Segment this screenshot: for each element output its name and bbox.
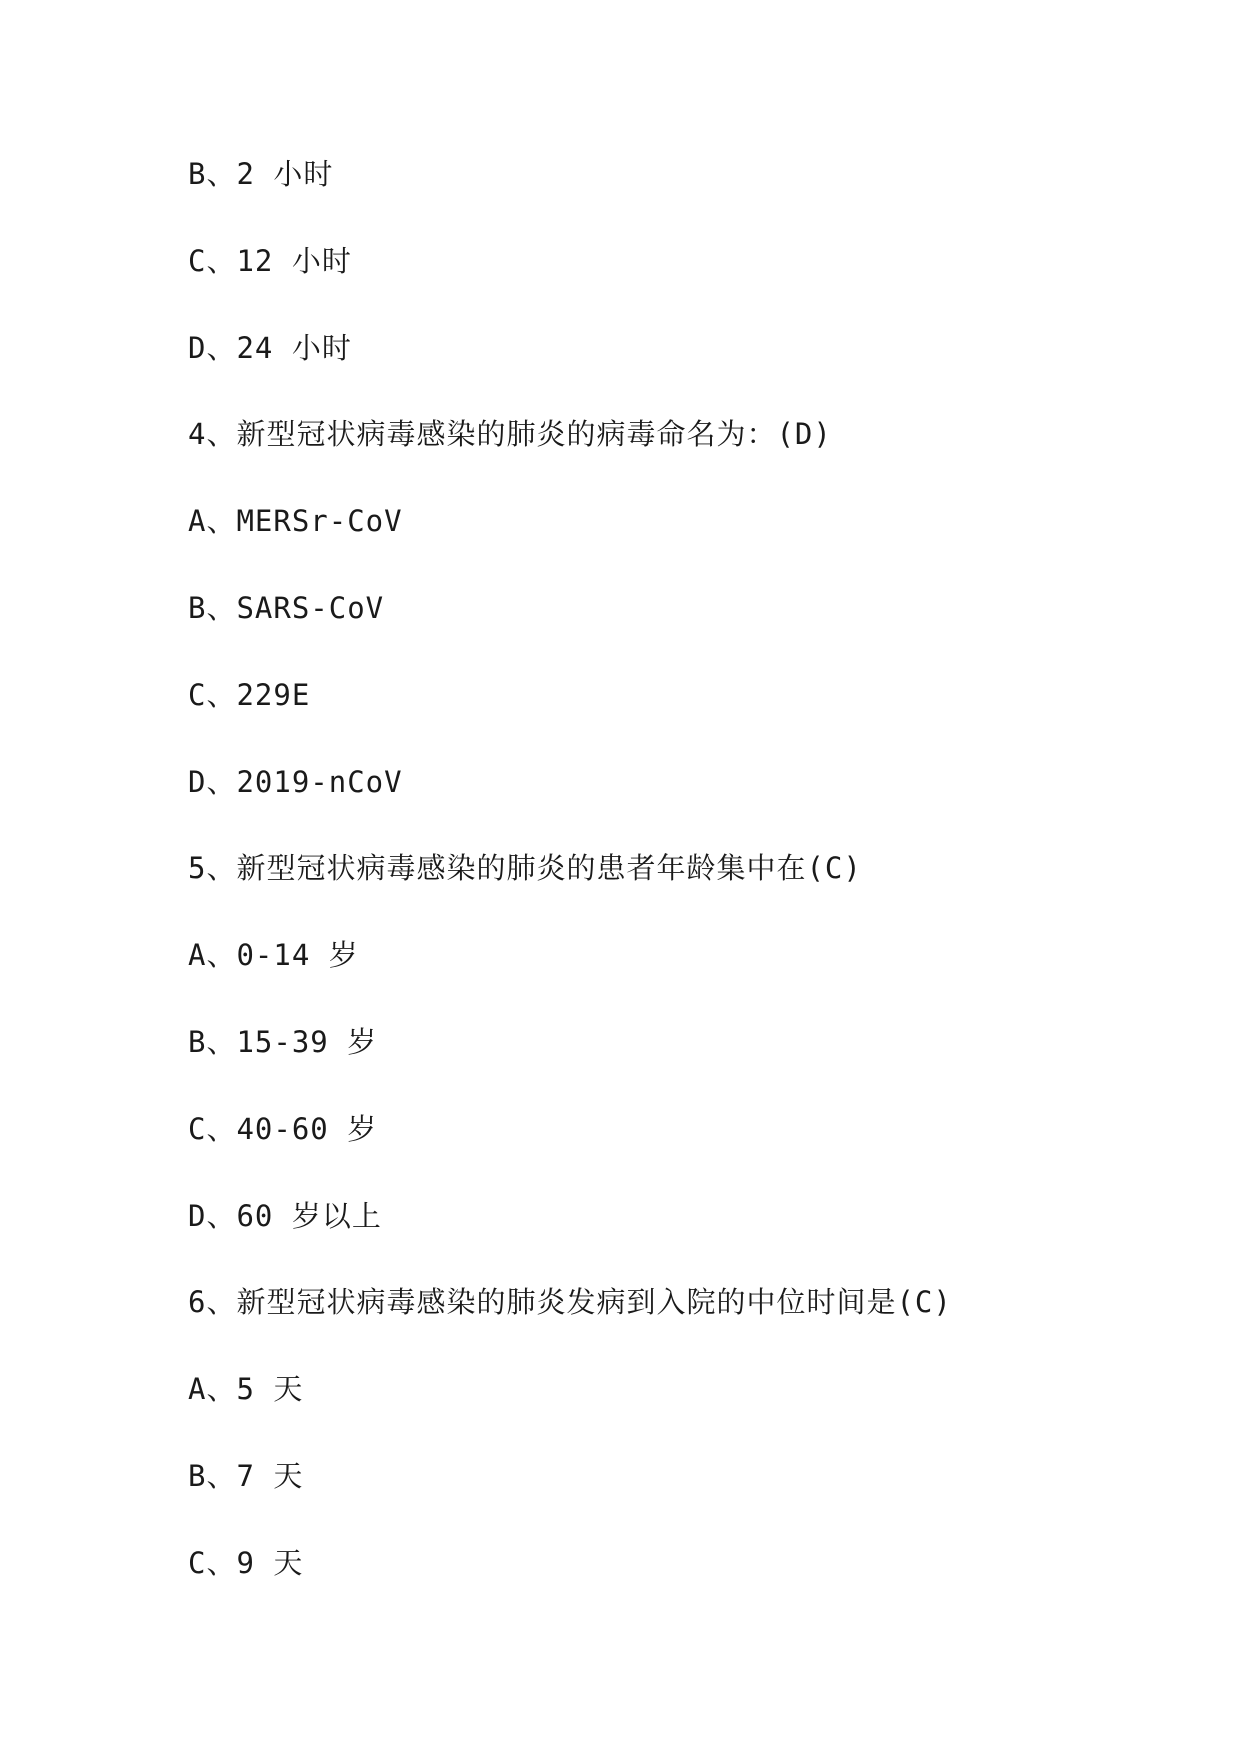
option-b-15-39: B、15-39 岁 <box>188 1025 378 1059</box>
option-c-9-days: C、9 天 <box>188 1546 304 1580</box>
option-b-2-hours: B、2 小时 <box>188 157 334 191</box>
option-b-sars: B、SARS-CoV <box>188 591 385 625</box>
option-d-60-plus: D、60 岁以上 <box>188 1199 382 1233</box>
question-4: 4、新型冠状病毒感染的肺炎的病毒命名为：(D) <box>188 417 832 451</box>
option-c-229e: C、229E <box>188 678 311 712</box>
option-c-12-hours: C、12 小时 <box>188 244 352 278</box>
option-d-24-hours: D、24 小时 <box>188 331 352 365</box>
option-b-7-days: B、7 天 <box>188 1459 304 1493</box>
question-6: 6、新型冠状病毒感染的肺炎发病到入院的中位时间是(C) <box>188 1285 952 1319</box>
question-5: 5、新型冠状病毒感染的肺炎的患者年龄集中在(C) <box>188 851 862 885</box>
option-a-5-days: A、5 天 <box>188 1372 304 1406</box>
option-a-0-14: A、0-14 岁 <box>188 938 359 972</box>
option-c-40-60: C、40-60 岁 <box>188 1112 378 1146</box>
option-a-mers: A、MERSr-CoV <box>188 504 403 538</box>
option-d-2019-ncov: D、2019-nCoV <box>188 765 403 799</box>
